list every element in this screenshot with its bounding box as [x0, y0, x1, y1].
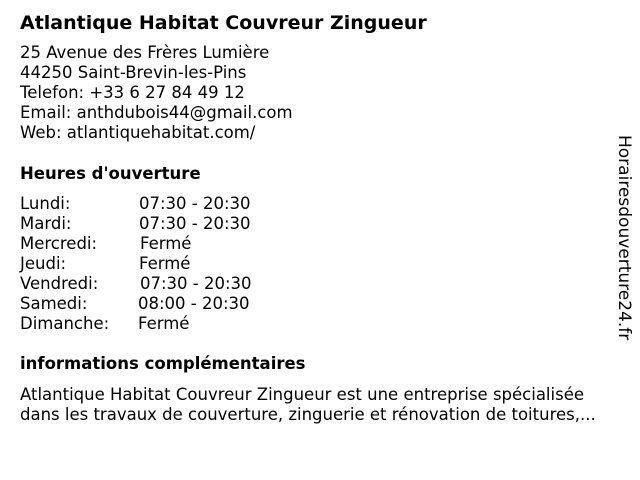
description-line: dans les travaux de couverture, zinguerie et rénovation de toitures,... — [20, 405, 596, 424]
contact-info — [20, 43, 293, 143]
additional-info-heading: informations complémentaires — [20, 354, 306, 373]
hours-time: Fermé — [138, 314, 190, 333]
address-city: 44250 Saint-Brevin-les-Pins — [20, 63, 247, 82]
hours-day: Dimanche: — [20, 314, 110, 333]
site-watermark: Horairesdouverture24.fr — [614, 135, 634, 341]
hours-day: Vendredi: — [20, 274, 99, 293]
opening-hours-heading: Heures d'ouverture — [20, 164, 201, 183]
email-line: Email: anthdubois44@gmail.com — [20, 103, 293, 122]
hours-day: Mercredi: — [20, 234, 98, 253]
hours-time: 07:30 - 20:30 — [140, 274, 252, 293]
description-line: Atlantique Habitat Couvreur Zingueur est une entreprise spécialisée — [20, 385, 584, 404]
business-name: Atlantique Habitat Couvreur Zingueur — [20, 12, 427, 34]
hours-day: Jeudi: — [20, 254, 67, 273]
hours-time: Fermé — [140, 234, 192, 253]
hours-day: Lundi: — [20, 194, 71, 213]
hours-day: Mardi: — [20, 214, 72, 233]
business-description — [20, 385, 632, 425]
phone-line: Telefon: +33 6 27 84 49 12 — [20, 83, 245, 102]
hours-time: 07:30 - 20:30 — [139, 214, 251, 233]
web-line: Web: atlantiquehabitat.com/ — [20, 123, 256, 142]
hours-time: Fermé — [139, 254, 191, 273]
hours-time: 08:00 - 20:30 — [138, 294, 250, 313]
hours-day: Samedi: — [20, 294, 88, 313]
hours-time: 07:30 - 20:30 — [139, 194, 251, 213]
address-street: 25 Avenue des Frères Lumière — [20, 43, 270, 62]
